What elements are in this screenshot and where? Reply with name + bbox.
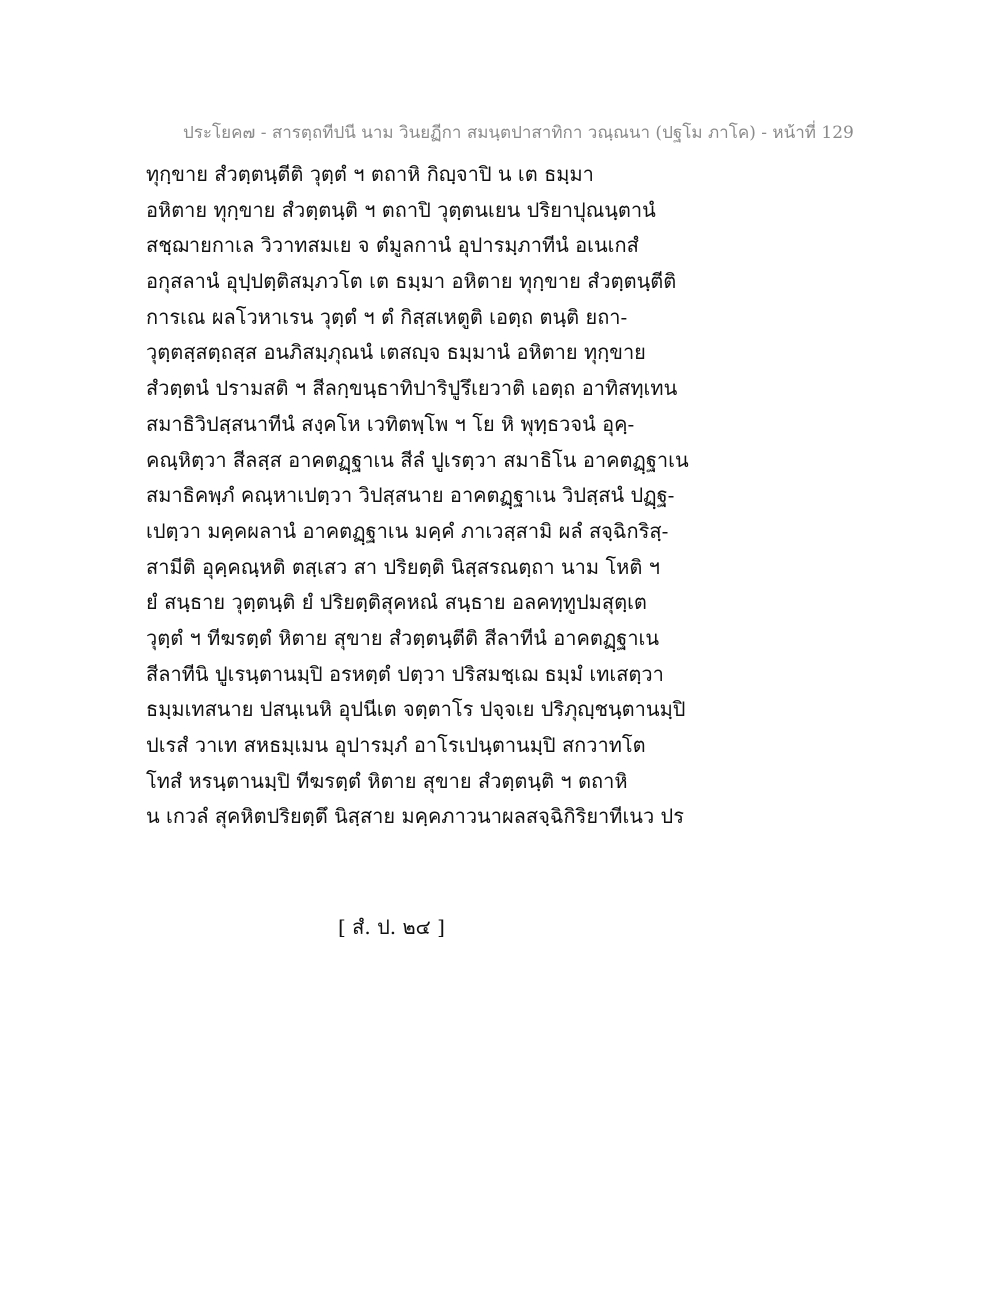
text-line: วุตฺตสฺสตฺถสฺส อนภิสมฺภุณนํ เตสญฺจ ธมฺมานํ อหิตาย ทุกฺขาย [146, 340, 646, 365]
text-line: ธมฺมเทสนาย ปสนฺเนหิ อุปนีเต จตฺตาโร ปจฺจเย ปริภุญฺชนฺตานมฺปิ [146, 697, 686, 722]
text-line: สามีติ อุคฺคณฺหติ ตสฺเสว สา ปริยตฺติ นิสฺสรณตฺถา นาม โหติ ฯ [146, 554, 660, 579]
running-header: ประโยค๗ - สารตฺถทีปนี นาม วินยฏีกา สมนฺตปาสาทิกา วณฺณนา (ปฐโม ภาโค) - หน้าที่ 129 [183, 123, 854, 143]
text-line: สชฺฌายกาเล วิวาทสมเย จ ตํมูลกานํ อุปารมฺภาทีนํ อเนเกสํ [146, 233, 639, 258]
text-line: อหิตาย ทุกฺขาย สํวตฺตนฺติ ฯ ตถาปิ วุตฺตนเยน ปริยาปุณนฺตานํ [146, 197, 656, 222]
text-line: ปเรสํ วาเท สหธมฺเมน อุปารมฺภํ อาโรเปนฺตานมฺปิ สกวาทโต [146, 733, 646, 757]
text-line: อกุสลานํ อุปฺปตฺติสมฺภวโต เต ธมฺมา อหิตาย ทุกฺขาย สํวตฺตนฺตีติ [146, 269, 677, 294]
text-line: สีลาทีนิ ปูเรนฺตานมฺปิ อรหตฺตํ ปตฺวา ปริสมชฺเฌ ธมฺมํ เทเสตฺวา [146, 661, 664, 686]
text-line: สมาธิวิปสฺสนาทีนํ สงฺคโห เวทิตพฺโพ ฯ โย หิ พุทฺธวจนํ อุคฺ- [146, 411, 635, 436]
text-line: สํวตฺตนํ ปรามสติ ฯ สีลกฺขนฺธาทิปาริปูรึเยวาติ เอตฺถ อาทิสทฺเทน [146, 376, 678, 401]
body-text [146, 157, 846, 835]
page-reference: [ สํ. ป. ๒๔ ] [338, 915, 445, 939]
text-line: การเณ ผลโวหาเรน วุตฺตํ ฯ ตํ กิสฺสเหตูติ เอตฺถ ตนฺติ ยถา- [146, 304, 628, 329]
text-line: วุตฺตํ ฯ ทีฆรตฺตํ หิตาย สุขาย สํวตฺตนฺตีติ สีลาทีนํ อาคตฏฺฐาเน [146, 625, 660, 650]
text-line: เปตฺวา มคฺคผลานํ อาคตฏฺฐาเน มคฺคํ ภาเวสฺสามิ ผลํ สจฺฉิกริสฺ- [146, 518, 669, 543]
text-line: คณฺหิตฺวา สีลสฺส อาคตฏฺฐาเน สีลํ ปูเรตฺวา สมาธิโน อาคตฏฺฐาเน [146, 447, 689, 472]
text-line: ทุกฺขาย สํวตฺตนฺตีติ วุตฺตํ ฯ ตถาหิ กิญฺจาปิ น เต ธมฺมา [146, 162, 594, 186]
text-line: น เกวลํ สุคหิตปริยตฺตึ นิสฺสาย มคฺคภาวนาผลสจฺฉิกิริยาทีเนว ปร [146, 804, 684, 829]
text-line: สมาธิคพฺภํ คณฺหาเปตฺวา วิปสฺสนาย อาคตฏฺฐาเน วิปสฺสนํ ปฏฺฐ- [146, 483, 675, 508]
text-line: โทสํ หรนฺตานมฺปิ ทีฆรตฺตํ หิตาย สุขาย สํวตฺตนฺติ ฯ ตถาหิ [146, 768, 628, 793]
text-line: ยํ สนฺธาย วุตฺตนฺติ ยํ ปริยตฺติสุคหณํ สนฺธาย อลคทฺทูปมสุตฺเต [146, 590, 647, 615]
